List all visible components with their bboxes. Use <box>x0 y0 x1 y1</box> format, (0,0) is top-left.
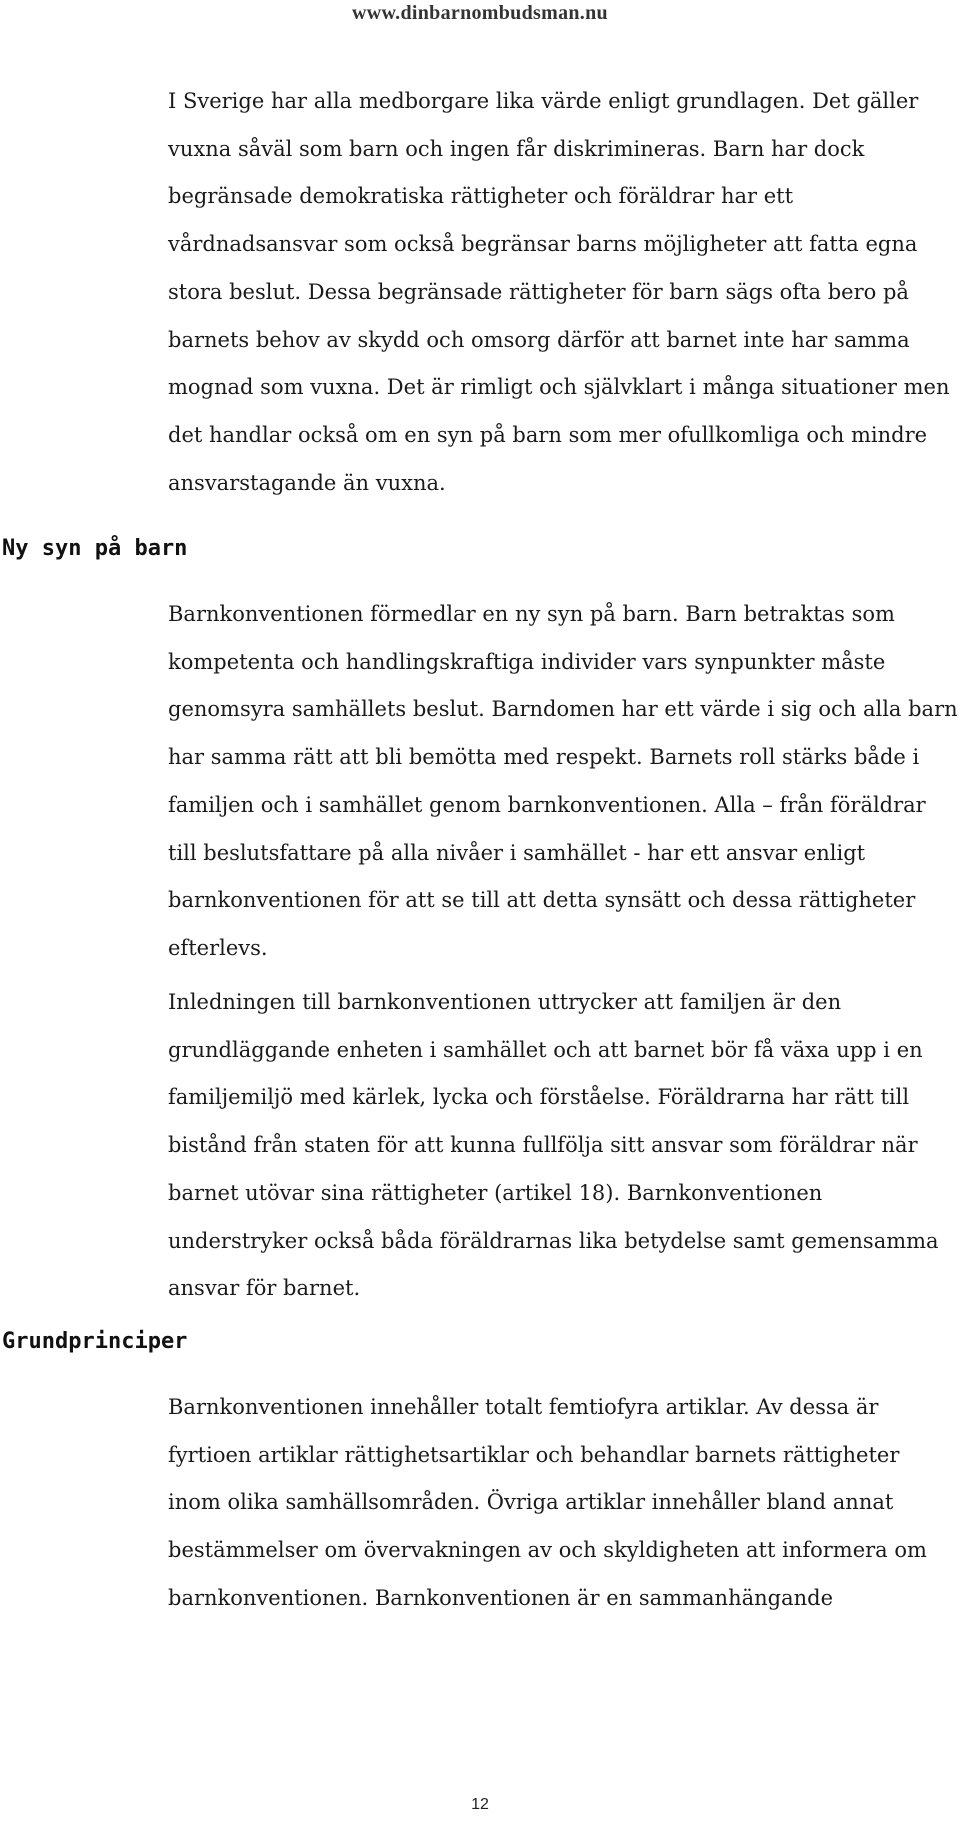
header-url: www.dinbarnombudsman.nu <box>352 2 608 24</box>
heading-ny-syn-pa-barn: Ny syn på barn <box>2 536 188 561</box>
paragraph-new-view: Barnkonventionen förmedlar en ny syn på barn. Barn betraktas som kompetenta och handlingskraftiga individer vars synpunkter måste genomsyra samhällets beslut. Barndomen har ett värde i sig och alla barn har samma rätt att bli bemötta med respekt. Barnets roll stärks både i familjen och i samhället genom barnkonventionen. Alla – från föräldrar till beslutsfattare på alla nivåer i samhället - har ett ansvar enligt barnkonventionen för att se till att detta synsätt och dessa rättigheter efterlevs. <box>168 602 958 960</box>
paragraph-articles: Barnkonventionen innehåller totalt femtiofyra artiklar. Av dessa är fyrtioen artiklar rättighetsartiklar och behandlar barnets rättigheter inom olika samhällsområden. Övriga artiklar innehåller bland annat bestämmelser om övervakningen av och skyldigheten att informera om barnkonventionen. Barnkonventionen är en sammanhängande <box>168 1395 927 1610</box>
paragraph-introduction: Inledningen till barnkonventionen uttrycker att familjen är den grundläggande enheten i samhället och att barnet bör få växa upp i en familjemiljö med kärlek, lycka och förståelse. Föräldrarna har rätt till bistånd från staten för att kunna fullfölja sitt ansvar som föräldrar när barnet utövar sina rättigheter (artikel 18). Barnkonventionen understryker också båda föräldrarnas lika betydelse samt gemensamma ansvar för barnet. <box>168 990 939 1301</box>
paragraph-equal-value: I Sverige har alla medborgare lika värde enligt grundlagen. Det gäller vuxna såväl som barn och ingen får diskrimineras. Barn har dock begränsade demokratiska rättigheter och föräldrar har ett vårdnadsansvar som också begränsar barns möjligheter att fatta egna stora beslut. Dessa begränsade rättigheter för barn sägs ofta bero på barnets behov av skydd och omsorg därför att barnet inte har samma mognad som vuxna. Det är rimligt och självklart i många situationer men det handlar också om en syn på barn som mer ofullkomliga och mindre ansvarstagande än vuxna. <box>168 89 950 495</box>
page-number: 12 <box>471 1796 489 1813</box>
heading-grundprinciper: Grundprinciper <box>2 1329 188 1354</box>
